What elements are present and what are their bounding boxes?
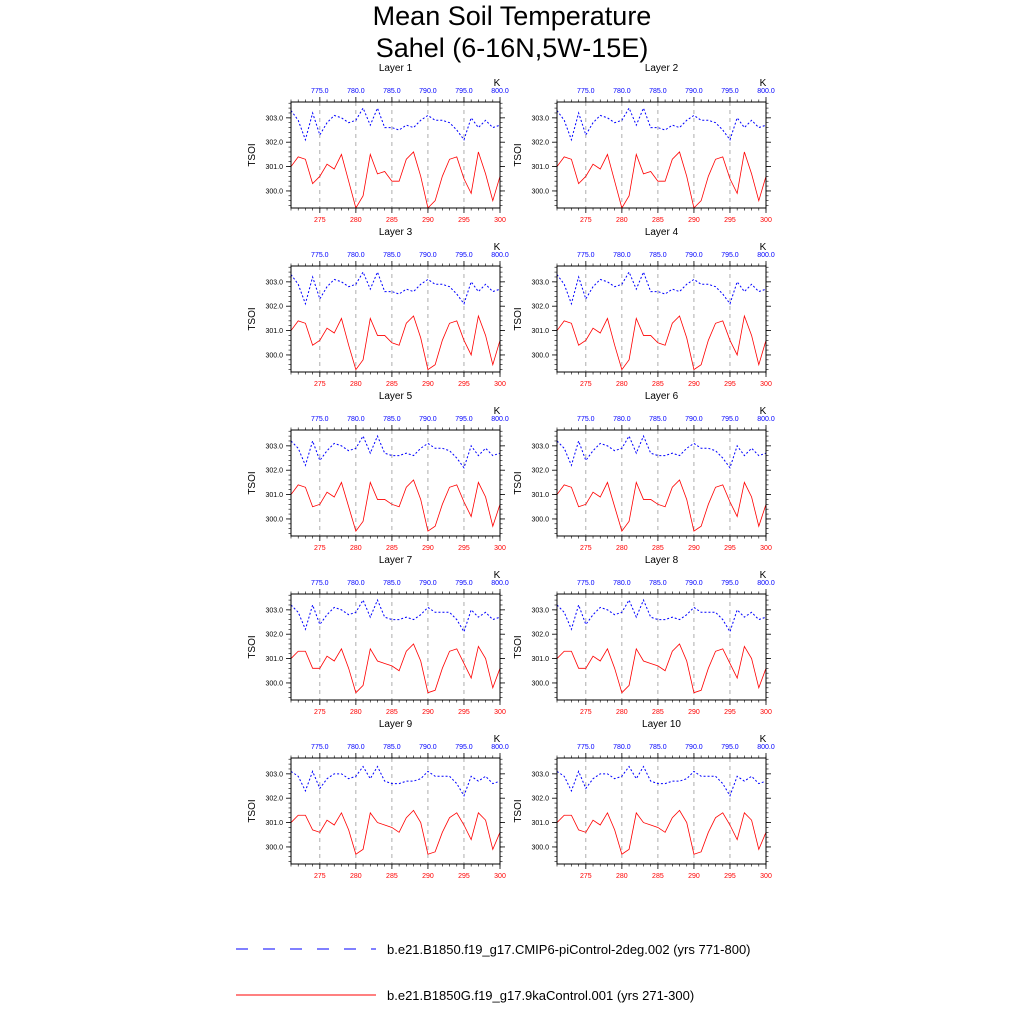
bottom-tick-label: 290 — [422, 545, 434, 552]
y-tick-label: 301.0 — [531, 820, 549, 828]
panel-layer-7 — [247, 555, 509, 716]
series-line-picontrol — [291, 767, 500, 796]
top-tick-label: 790.0 — [419, 416, 437, 423]
bottom-tick-label: 295 — [458, 709, 470, 716]
series-line-9ka — [557, 480, 766, 531]
top-tick-label: 790.0 — [419, 744, 437, 751]
y-tick-label: 301.0 — [265, 656, 283, 664]
bottom-tick-label: 290 — [688, 217, 700, 224]
y-axis-label: TSOI — [247, 635, 258, 659]
panel-layer-6 — [513, 391, 775, 552]
plot-frame — [291, 430, 500, 536]
top-tick-label: 800.0 — [491, 88, 509, 95]
bottom-tick-label: 290 — [422, 217, 434, 224]
series-line-9ka — [291, 810, 500, 854]
top-tick-label: 775.0 — [577, 88, 595, 95]
bottom-tick-label: 285 — [652, 381, 664, 388]
series-line-picontrol — [291, 436, 500, 468]
bottom-tick-label: 300 — [760, 381, 772, 388]
y-tick-label: 301.0 — [531, 328, 549, 336]
plot-frame — [557, 266, 766, 372]
bottom-tick-label: 300 — [494, 873, 506, 880]
legend — [236, 942, 751, 1003]
bottom-tick-label: 280 — [616, 545, 628, 552]
series-line-9ka — [291, 480, 500, 531]
series-line-picontrol — [557, 108, 766, 140]
bottom-tick-label: 290 — [422, 381, 434, 388]
bottom-tick-label: 275 — [313, 873, 326, 880]
bottom-tick-label: 285 — [652, 709, 664, 716]
y-tick-label: 301.0 — [265, 328, 283, 336]
bottom-tick-label: 285 — [386, 873, 398, 880]
series-line-picontrol — [291, 272, 500, 304]
plot-frame — [557, 594, 766, 700]
series-line-9ka — [291, 316, 500, 370]
top-tick-label: 780.0 — [347, 580, 365, 587]
top-tick-label: 780.0 — [613, 416, 631, 423]
y-axis-label: TSOI — [513, 143, 524, 167]
y-tick-label: 303.0 — [265, 771, 283, 779]
y-tick-label: 300.0 — [265, 844, 283, 852]
bottom-tick-label: 285 — [652, 873, 664, 880]
top-tick-label: 795.0 — [455, 744, 473, 751]
bottom-tick-label: 295 — [458, 873, 470, 880]
series-line-9ka — [557, 152, 766, 208]
units-label: K — [759, 406, 767, 417]
bottom-tick-label: 275 — [313, 709, 326, 716]
y-tick-label: 300.0 — [265, 516, 283, 524]
bottom-tick-label: 285 — [386, 709, 398, 716]
top-tick-label: 790.0 — [419, 252, 437, 259]
bottom-tick-label: 275 — [579, 381, 592, 388]
top-tick-label: 780.0 — [347, 416, 365, 423]
y-axis-label: TSOI — [247, 307, 258, 331]
panel-layer-5 — [247, 391, 509, 552]
bottom-tick-label: 290 — [422, 709, 434, 716]
top-tick-label: 790.0 — [685, 88, 703, 95]
y-tick-label: 300.0 — [531, 680, 549, 688]
panel-grid — [247, 63, 775, 880]
top-tick-label: 785.0 — [649, 88, 667, 95]
bottom-tick-label: 280 — [616, 709, 628, 716]
y-tick-label: 300.0 — [531, 188, 549, 196]
y-tick-label: 303.0 — [531, 115, 549, 123]
panel-title: Layer 1 — [378, 63, 413, 74]
bottom-tick-label: 290 — [688, 381, 700, 388]
series-line-picontrol — [557, 272, 766, 304]
y-tick-label: 302.0 — [265, 467, 283, 475]
top-tick-label: 785.0 — [383, 252, 401, 259]
panel-title: Layer 10 — [642, 719, 681, 730]
top-tick-label: 785.0 — [383, 416, 401, 423]
y-axis-label: TSOI — [247, 143, 258, 167]
panel-layer-8 — [513, 555, 775, 716]
top-tick-label: 785.0 — [649, 580, 667, 587]
y-tick-label: 301.0 — [265, 492, 283, 500]
y-axis-label: TSOI — [513, 799, 524, 823]
y-tick-label: 303.0 — [265, 115, 283, 123]
y-axis-label: TSOI — [513, 635, 524, 659]
units-label: K — [493, 734, 501, 745]
bottom-tick-label: 295 — [458, 381, 470, 388]
bottom-tick-label: 285 — [652, 545, 664, 552]
top-tick-label: 785.0 — [649, 744, 667, 751]
panel-title: Layer 7 — [378, 555, 413, 566]
plot-frame — [291, 102, 500, 208]
series-line-picontrol — [557, 767, 766, 796]
panel-title: Layer 6 — [644, 391, 679, 402]
y-tick-label: 300.0 — [265, 352, 283, 360]
units-label: K — [493, 570, 501, 581]
y-tick-label: 300.0 — [265, 680, 283, 688]
plot-frame — [557, 102, 766, 208]
y-tick-label: 301.0 — [265, 820, 283, 828]
top-tick-label: 780.0 — [347, 252, 365, 259]
top-tick-label: 775.0 — [311, 252, 329, 259]
y-axis-label: TSOI — [513, 471, 524, 495]
y-tick-label: 303.0 — [531, 607, 549, 615]
bottom-tick-label: 300 — [494, 545, 506, 552]
y-tick-label: 303.0 — [531, 279, 549, 287]
top-tick-label: 795.0 — [721, 416, 739, 423]
top-tick-label: 800.0 — [757, 252, 775, 259]
top-tick-label: 780.0 — [347, 744, 365, 751]
y-tick-label: 303.0 — [531, 443, 549, 451]
bottom-tick-label: 295 — [724, 217, 736, 224]
y-tick-label: 300.0 — [265, 188, 283, 196]
bottom-tick-label: 295 — [458, 545, 470, 552]
top-tick-label: 790.0 — [685, 744, 703, 751]
panel-title: Layer 4 — [644, 227, 679, 238]
top-tick-label: 775.0 — [577, 580, 595, 587]
top-tick-label: 795.0 — [455, 252, 473, 259]
top-tick-label: 795.0 — [721, 744, 739, 751]
figure-title-line2: Sahel (6-16N,5W-15E) — [375, 33, 649, 63]
top-tick-label: 800.0 — [491, 252, 509, 259]
figure-title-line1: Mean Soil Temperature — [372, 1, 652, 31]
y-tick-label: 303.0 — [265, 279, 283, 287]
bottom-tick-label: 295 — [724, 545, 736, 552]
y-tick-label: 303.0 — [265, 443, 283, 451]
bottom-tick-label: 300 — [760, 545, 772, 552]
top-tick-label: 775.0 — [311, 744, 329, 751]
top-tick-label: 795.0 — [455, 580, 473, 587]
panel-layer-3 — [247, 227, 509, 388]
panel-layer-1 — [247, 63, 509, 224]
top-tick-label: 800.0 — [757, 88, 775, 95]
bottom-tick-label: 295 — [724, 709, 736, 716]
y-tick-label: 302.0 — [265, 139, 283, 147]
series-line-9ka — [291, 644, 500, 693]
top-tick-label: 790.0 — [419, 88, 437, 95]
top-tick-label: 790.0 — [685, 580, 703, 587]
top-tick-label: 775.0 — [311, 580, 329, 587]
top-tick-label: 800.0 — [491, 416, 509, 423]
bottom-tick-label: 300 — [494, 381, 506, 388]
y-tick-label: 301.0 — [265, 164, 283, 172]
panel-title: Layer 8 — [644, 555, 679, 566]
y-tick-label: 303.0 — [531, 771, 549, 779]
plot-frame — [291, 758, 500, 864]
panel-layer-9 — [247, 719, 509, 880]
y-tick-label: 300.0 — [531, 352, 549, 360]
top-tick-label: 785.0 — [383, 744, 401, 751]
bottom-tick-label: 290 — [688, 545, 700, 552]
y-tick-label: 302.0 — [531, 467, 549, 475]
bottom-tick-label: 295 — [724, 873, 736, 880]
panel-title: Layer 3 — [378, 227, 413, 238]
series-line-picontrol — [557, 600, 766, 632]
top-tick-label: 790.0 — [419, 580, 437, 587]
bottom-tick-label: 300 — [760, 217, 772, 224]
y-tick-label: 300.0 — [531, 844, 549, 852]
y-tick-label: 302.0 — [265, 631, 283, 639]
units-label: K — [759, 734, 767, 745]
series-line-picontrol — [291, 600, 500, 632]
top-tick-label: 800.0 — [757, 416, 775, 423]
panel-layer-2 — [513, 63, 775, 224]
y-tick-label: 302.0 — [531, 631, 549, 639]
top-tick-label: 800.0 — [757, 580, 775, 587]
y-tick-label: 302.0 — [531, 795, 549, 803]
bottom-tick-label: 285 — [386, 381, 398, 388]
panel-title: Layer 5 — [378, 391, 413, 402]
top-tick-label: 775.0 — [311, 88, 329, 95]
top-tick-label: 775.0 — [577, 416, 595, 423]
y-tick-label: 302.0 — [265, 303, 283, 311]
legend-label-9ka: b.e21.B1850G.f19_g17.9kaControl.001 (yrs 271-300) — [387, 988, 695, 1003]
bottom-tick-label: 280 — [350, 381, 362, 388]
plot-frame — [557, 758, 766, 864]
y-tick-label: 302.0 — [531, 139, 549, 147]
bottom-tick-label: 300 — [494, 709, 506, 716]
y-tick-label: 301.0 — [531, 656, 549, 664]
units-label: K — [759, 242, 767, 253]
units-label: K — [493, 78, 501, 89]
top-tick-label: 795.0 — [455, 416, 473, 423]
series-line-9ka — [557, 316, 766, 370]
bottom-tick-label: 275 — [579, 709, 592, 716]
y-axis-label: TSOI — [513, 307, 524, 331]
series-line-9ka — [291, 152, 500, 208]
series-line-picontrol — [557, 436, 766, 468]
bottom-tick-label: 290 — [422, 873, 434, 880]
bottom-tick-label: 280 — [616, 217, 628, 224]
top-tick-label: 780.0 — [613, 88, 631, 95]
legend-label-picontrol: b.e21.B1850.f19_g17.CMIP6-piControl-2deg.002 (yrs 771-800) — [387, 942, 751, 957]
units-label: K — [493, 242, 501, 253]
top-tick-label: 780.0 — [613, 744, 631, 751]
top-tick-label: 785.0 — [383, 88, 401, 95]
series-line-9ka — [557, 810, 766, 854]
y-tick-label: 303.0 — [265, 607, 283, 615]
bottom-tick-label: 290 — [688, 709, 700, 716]
top-tick-label: 800.0 — [491, 580, 509, 587]
y-axis-label: TSOI — [247, 471, 258, 495]
panel-title: Layer 9 — [378, 719, 413, 730]
bottom-tick-label: 280 — [350, 545, 362, 552]
y-tick-label: 302.0 — [531, 303, 549, 311]
y-tick-label: 301.0 — [531, 164, 549, 172]
units-label: K — [493, 406, 501, 417]
bottom-tick-label: 285 — [386, 545, 398, 552]
bottom-tick-label: 275 — [313, 217, 326, 224]
series-line-9ka — [557, 644, 766, 693]
bottom-tick-label: 285 — [652, 217, 664, 224]
bottom-tick-label: 290 — [688, 873, 700, 880]
top-tick-label: 800.0 — [491, 744, 509, 751]
bottom-tick-label: 275 — [313, 545, 326, 552]
top-tick-label: 795.0 — [721, 88, 739, 95]
y-tick-label: 302.0 — [265, 795, 283, 803]
bottom-tick-label: 295 — [458, 217, 470, 224]
top-tick-label: 785.0 — [649, 252, 667, 259]
top-tick-label: 790.0 — [685, 252, 703, 259]
top-tick-label: 780.0 — [613, 580, 631, 587]
top-tick-label: 795.0 — [721, 580, 739, 587]
top-tick-label: 800.0 — [757, 744, 775, 751]
panel-layer-10 — [513, 719, 775, 880]
top-tick-label: 790.0 — [685, 416, 703, 423]
units-label: K — [759, 570, 767, 581]
y-tick-label: 300.0 — [531, 516, 549, 524]
bottom-tick-label: 295 — [724, 381, 736, 388]
plot-frame — [291, 266, 500, 372]
bottom-tick-label: 300 — [760, 873, 772, 880]
bottom-tick-label: 275 — [579, 217, 592, 224]
bottom-tick-label: 300 — [494, 217, 506, 224]
top-tick-label: 795.0 — [721, 252, 739, 259]
bottom-tick-label: 275 — [313, 381, 326, 388]
bottom-tick-label: 280 — [350, 709, 362, 716]
panel-layer-4 — [513, 227, 775, 388]
top-tick-label: 785.0 — [649, 416, 667, 423]
units-label: K — [759, 78, 767, 89]
bottom-tick-label: 280 — [350, 873, 362, 880]
panel-title: Layer 2 — [644, 63, 679, 74]
top-tick-label: 785.0 — [383, 580, 401, 587]
top-tick-label: 775.0 — [311, 416, 329, 423]
top-tick-label: 775.0 — [577, 744, 595, 751]
top-tick-label: 780.0 — [613, 252, 631, 259]
series-line-picontrol — [291, 108, 500, 140]
plot-frame — [557, 430, 766, 536]
bottom-tick-label: 280 — [616, 381, 628, 388]
top-tick-label: 795.0 — [455, 88, 473, 95]
bottom-tick-label: 275 — [579, 545, 592, 552]
bottom-tick-label: 280 — [616, 873, 628, 880]
bottom-tick-label: 285 — [386, 217, 398, 224]
y-axis-label: TSOI — [247, 799, 258, 823]
bottom-tick-label: 275 — [579, 873, 592, 880]
plot-frame — [291, 594, 500, 700]
top-tick-label: 775.0 — [577, 252, 595, 259]
top-tick-label: 780.0 — [347, 88, 365, 95]
bottom-tick-label: 300 — [760, 709, 772, 716]
bottom-tick-label: 280 — [350, 217, 362, 224]
y-tick-label: 301.0 — [531, 492, 549, 500]
